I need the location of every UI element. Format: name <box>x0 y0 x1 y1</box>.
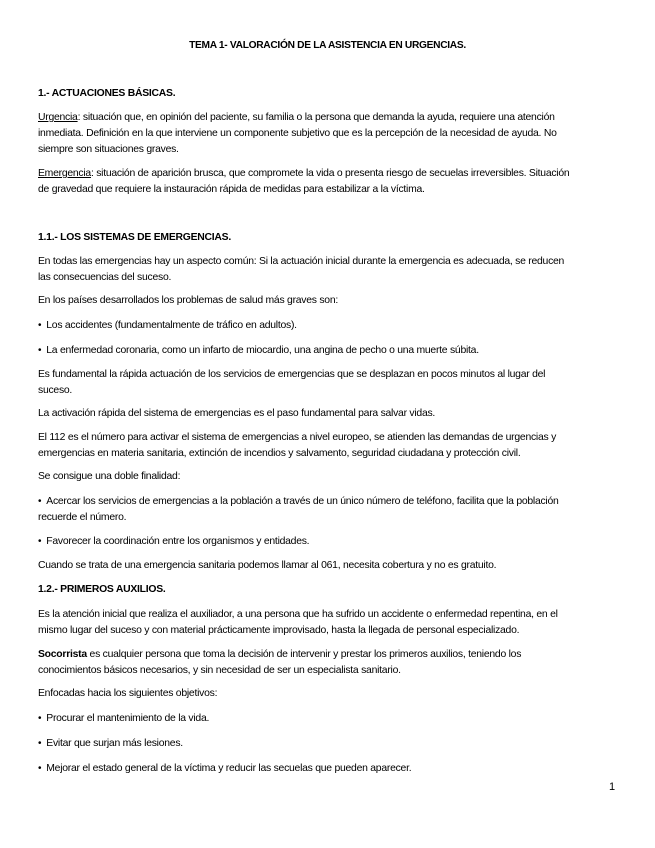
paragraph-urgencia-line-1 <box>38 110 555 126</box>
paragraph-objetivos: Enfocadas hacia los siguientes objetivos: <box>38 688 218 699</box>
paragraph-atencion-inicial-line-1: Es la atención inicial que realiza el auxiliador, a una persona que ha sufrido un accidente o enfermedad repentina, en el <box>38 609 558 620</box>
paragraph-activacion-rapida: La activación rápida del sistema de emergencias es el paso fundamental para salvar vidas. <box>38 408 436 419</box>
term-socorrista: Socorrista <box>38 649 87 660</box>
paragraph-socorrista-line-2: conocimientos básicos necesarios, y sin necesidad de ser un especialista sanitario. <box>38 665 401 676</box>
text: : situación que, en opinión del paciente, su familia o la persona que demanda la ayuda, requiere una atención <box>77 112 555 123</box>
paragraph-rapida-actuacion-line-2: suceso. <box>38 385 73 396</box>
list-item-mantenimiento-vida: • Procurar el mantenimiento de la vida. <box>38 711 209 727</box>
page-number: 1 <box>609 781 616 793</box>
paragraph-urgencia-line-3: siempre son situaciones graves. <box>38 144 179 155</box>
list-item-favorecer-coordinacion: • Favorecer la coordinación entre los organismos y entidades. <box>38 534 309 550</box>
paragraph-socorrista-line-1 <box>38 647 521 663</box>
text: : situación de aparición brusca, que compromete la vida o presenta riesgo de secuelas irreversibles. Situación <box>90 168 570 179</box>
paragraph-aspecto-comun-line-1: En todas las emergencias hay un aspecto común: Si la actuación inicial durante la emergencia es adecuada, se reducen <box>38 256 565 267</box>
paragraph-emergencia-line-2: de gravedad que requiere la instauración rápida de medidas para estabilizar a la víctima. <box>38 184 425 195</box>
list-item-accidentes: • Los accidentes (fundamentalmente de tráfico en adultos). <box>38 318 297 334</box>
paragraph-112-line-2: emergencias en materia sanitaria, extinción de incendios y salvamento, seguridad ciudadana y protección civil. <box>38 448 521 459</box>
paragraph-rapida-actuacion-line-1: Es fundamental la rápida actuación de los servicios de emergencias que se desplazan en pocos minutos al lugar del <box>38 369 546 380</box>
term-urgencia: Urgencia <box>38 112 78 123</box>
list-item-acercar-servicios-line-2: recuerde el número. <box>38 512 127 523</box>
paragraph-aspecto-comun-line-2: las consecuencias del suceso. <box>38 272 172 283</box>
list-item-enfermedad-coronaria: • La enfermedad coronaria, como un infarto de miocardio, una angina de pecho o una muerte súbita. <box>38 343 479 359</box>
paragraph-061: Cuando se trata de una emergencia sanitaria podemos llamar al 061, necesita cobertura y no es gratuito. <box>38 560 497 571</box>
paragraph-emergencia-line-1 <box>38 166 569 182</box>
paragraph-problemas-salud: En los países desarrollados los problemas de salud más graves son: <box>38 295 339 306</box>
text: es cualquier persona que toma la decisión de intervenir y prestar los primeros auxilios, teniendo los <box>86 649 522 660</box>
list-item-acercar-servicios-line-1: • Acercar los servicios de emergencias a la población a través de un único número de teléfono, facilita que la población <box>38 494 559 510</box>
document-title: TEMA 1- VALORACIÓN DE LA ASISTENCIA EN URGENCIAS. <box>189 40 466 51</box>
term-emergencia: Emergencia <box>38 168 91 179</box>
list-item-evitar-lesiones: • Evitar que surjan más lesiones. <box>38 736 183 752</box>
list-item-mejorar-estado: • Mejorar el estado general de la víctima y reducir las secuelas que pueden aparecer. <box>38 761 411 777</box>
paragraph-doble-finalidad: Se consigue una doble finalidad: <box>38 471 181 482</box>
paragraph-112-line-1: El 112 es el número para activar el sistema de emergencias a nivel europeo, se atienden las demandas de urgencias y <box>38 432 557 443</box>
section-heading-primeros-auxilios: 1.2.- PRIMEROS AUXILIOS. <box>38 584 166 595</box>
section-heading-actuaciones-basicas: 1.- ACTUACIONES BÁSICAS. <box>38 88 176 99</box>
paragraph-atencion-inicial-line-2: mismo lugar del suceso y con material prácticamente improvisado, hasta la llegada de personal especializado. <box>38 625 520 636</box>
section-heading-sistemas-emergencias: 1.1.- LOS SISTEMAS DE EMERGENCIAS. <box>38 232 231 243</box>
paragraph-urgencia-line-2: inmediata. Definición en la que interviene un componente subjetivo que es la percepción de la necesidad de ayuda. No <box>38 128 557 139</box>
